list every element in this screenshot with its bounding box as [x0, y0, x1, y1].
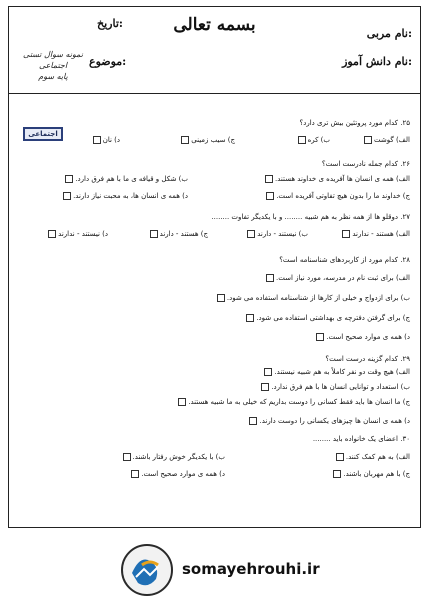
- question-29: ۲۹. کدام گزینه درست است؟: [325, 355, 410, 363]
- q26-option-a[interactable]: الف) همه ی انسان ها آفریده ی خداوند هستند.: [263, 175, 410, 183]
- q26-option-d[interactable]: د) همه ی انسان ها، به محبت نیاز دارند.: [61, 192, 188, 200]
- q30-option-d[interactable]: د) همه ی موارد صحیح است.: [129, 470, 225, 478]
- q30-option-c[interactable]: ج) با هم مهربان باشند.: [331, 470, 410, 478]
- checkbox[interactable]: [298, 136, 306, 144]
- student-name-label: نام دانش آموز:: [342, 55, 412, 68]
- question-25: ۲۵. کدام مورد پروتئین بیش تری دارد؟: [299, 119, 410, 127]
- q26-option-c[interactable]: ج) خداوند ما را بدون هیچ تفاوتی آفریده است.: [264, 192, 410, 200]
- question-27: ۲۷. دوقلو ها از همه نظر به هم شبیه ........ و با یکدیگر تفاوت ........: [211, 213, 410, 221]
- subject-note-line1: نمونه سوال تستی اجتماعی: [23, 50, 83, 70]
- q29-option-d[interactable]: د) همه ی انسان ها چیزهای یکسانی را دوست دارند.: [247, 417, 410, 425]
- checkbox[interactable]: [265, 175, 273, 183]
- checkbox[interactable]: [364, 136, 372, 144]
- checkbox[interactable]: [65, 175, 73, 183]
- q29-option-a[interactable]: الف) هیچ وقت دو نفر کاملاً به هم شبیه نیستند.: [262, 368, 410, 376]
- q30-option-a[interactable]: الف) به هم کمک کنند.: [334, 453, 410, 461]
- checkbox[interactable]: [316, 333, 324, 341]
- checkbox[interactable]: [48, 230, 56, 238]
- subject-note: [17, 49, 89, 82]
- q27-option-b[interactable]: ب) نیستند - دارند: [245, 230, 308, 238]
- checkbox[interactable]: [181, 136, 189, 144]
- checkbox[interactable]: [131, 470, 139, 478]
- question-30: ۳۰. اعضای یک خانواده باید ........: [312, 435, 410, 443]
- site-url[interactable]: somayehrouhi.ir: [182, 560, 320, 578]
- subject-label: موضوع:: [89, 55, 127, 68]
- site-logo: [120, 543, 174, 597]
- subject-note-line2: پایه سوم: [38, 72, 68, 81]
- checkbox[interactable]: [217, 294, 225, 302]
- q25-option-c[interactable]: ج) سیب زمینی: [179, 136, 235, 144]
- q28-option-c[interactable]: ج) برای گرفتن دفترچه ی بهداشتی استفاده می شود.: [244, 314, 410, 322]
- q29-option-b[interactable]: ب) استعداد و توانایی انسان ها با هم فرق ندارد.: [259, 383, 410, 391]
- checkbox[interactable]: [333, 470, 341, 478]
- checkbox[interactable]: [249, 417, 257, 425]
- q27-option-c[interactable]: ج) هستند - دارند: [148, 230, 208, 238]
- checkbox[interactable]: [266, 274, 274, 282]
- question-28: ۲۸. کدام مورد از کاربردهای شناسنامه است؟: [279, 256, 410, 264]
- checkbox[interactable]: [123, 453, 131, 461]
- q25-option-d[interactable]: د) نان: [91, 136, 120, 144]
- checkbox[interactable]: [247, 230, 255, 238]
- checkbox[interactable]: [261, 383, 269, 391]
- q29-option-c[interactable]: ج) ما انسان ها باید فقط کسانی را دوست بداریم که خیلی به ما شبیه هستند.: [176, 398, 410, 406]
- checkbox[interactable]: [266, 192, 274, 200]
- header-divider: [9, 93, 420, 94]
- q28-option-b[interactable]: ب) برای ازدواج و خیلی از کارها از شناسنامه استفاده می شود.: [215, 294, 410, 302]
- checkbox[interactable]: [246, 314, 254, 322]
- page-title: بسمه تعالی: [173, 15, 256, 35]
- q27-option-d[interactable]: د) نیستند - ندارند: [46, 230, 108, 238]
- worksheet-frame: [8, 6, 421, 528]
- checkbox[interactable]: [336, 453, 344, 461]
- question-26: ۲۶. کدام جمله نادرست است؟: [321, 160, 410, 168]
- subject-badge: اجتماعی: [23, 127, 63, 141]
- q30-option-b[interactable]: ب) با یکدیگر خوش رفتار باشند.: [121, 453, 226, 461]
- checkbox[interactable]: [264, 368, 272, 376]
- q25-option-b[interactable]: ب) کره: [296, 136, 330, 144]
- q25-option-a[interactable]: الف) گوشت: [362, 136, 410, 144]
- checkbox[interactable]: [150, 230, 158, 238]
- q28-option-d[interactable]: د) همه ی موارد صحیح است.: [314, 333, 410, 341]
- checkbox[interactable]: [93, 136, 101, 144]
- teacher-name-label: نام مربی:: [366, 27, 412, 40]
- date-label: تاریخ:: [97, 17, 123, 30]
- checkbox[interactable]: [342, 230, 350, 238]
- q28-option-a[interactable]: الف) برای ثبت نام در مدرسه، مورد نیاز است.: [264, 274, 410, 282]
- checkbox[interactable]: [63, 192, 71, 200]
- q26-option-b[interactable]: ب) شکل و قیافه ی ما با هم فرق دارد.: [63, 175, 188, 183]
- q27-option-a[interactable]: الف) هستند - ندارند: [340, 230, 410, 238]
- checkbox[interactable]: [178, 398, 186, 406]
